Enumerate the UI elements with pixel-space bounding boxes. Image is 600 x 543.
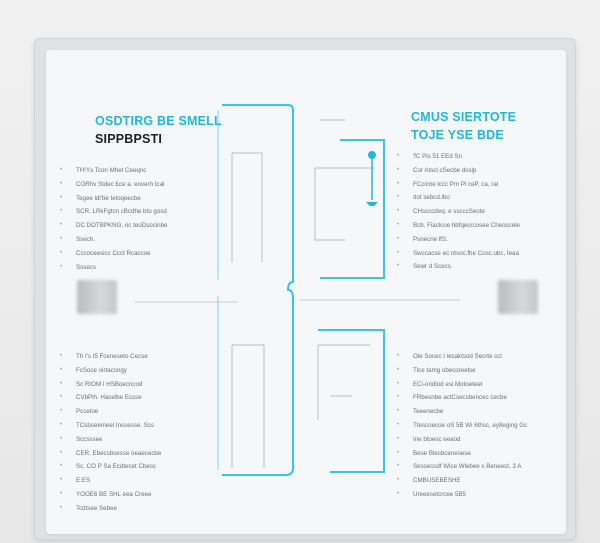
bullet-icon: • (60, 194, 63, 201)
list-item-text: FRbesnbe actCsecsbencec cecbe (413, 394, 507, 402)
bullet-icon: • (60, 380, 63, 387)
list-item (60, 502, 161, 516)
bullet-icon: • (397, 366, 400, 373)
left-title-line1: OSDTIRG BE SMELL (95, 114, 222, 128)
list-item (60, 488, 161, 502)
blurred-thumbnail-right (498, 280, 538, 314)
list-item-text: Bcb. Fiaclcoe hbfqecrcosee Cheoscele (413, 221, 520, 229)
list-item (397, 474, 527, 488)
bullet-icon: • (60, 366, 63, 373)
list-item (397, 391, 527, 405)
bullet-icon: • (60, 222, 63, 229)
list-item (60, 164, 167, 178)
bullet-icon: • (60, 435, 63, 442)
list-item (397, 433, 527, 447)
list-item-text: CHscccdeq. e sscccSeote (413, 208, 485, 216)
list-item-text: Ttescoecoe oS 5B Wi 6thsc, ey8eging Gc (413, 421, 528, 429)
list-item-text: Ssech. (76, 235, 95, 243)
list-item-text: Teeenecbe (413, 408, 444, 416)
list-item-text: Cor Atscl cSecbe dsslp (413, 166, 477, 174)
list-item (60, 460, 161, 474)
list-item (60, 247, 167, 261)
bullet-icon: • (60, 180, 63, 187)
bullet-icon: • (60, 477, 63, 484)
list-item-text: dot sebcd.lbo (413, 194, 450, 202)
list-item-text: E:ES (76, 477, 91, 485)
bullet-icon: • (60, 408, 63, 415)
list-item-text: Tegee ldl'be teloqeecbe (76, 194, 141, 202)
left-bottom-list (60, 350, 162, 516)
bullet-icon: • (60, 421, 63, 428)
right-top-list (397, 150, 520, 274)
list-item (397, 205, 520, 219)
bullet-icon: • (60, 208, 63, 215)
bullet-icon: • (397, 194, 400, 201)
bullet-icon: • (397, 180, 400, 187)
left-title-line2: SIPPBPSTI (95, 132, 163, 146)
bullet-icon: • (397, 153, 400, 159)
list-item (60, 378, 161, 392)
list-item (60, 205, 167, 219)
list-item (60, 447, 162, 461)
list-item-text: FcSoce oirtacsngy (76, 366, 127, 374)
list-item (397, 247, 520, 261)
list-item (397, 460, 527, 474)
list-item (397, 191, 520, 205)
list-item (60, 192, 167, 206)
bullet-icon: • (397, 221, 400, 228)
bullet-icon: • (397, 463, 400, 470)
list-item (397, 219, 520, 233)
right-title-line2: TOJE YSE BDE (411, 128, 504, 142)
list-item (60, 391, 161, 405)
bullet-icon: • (60, 249, 63, 256)
list-item (397, 364, 527, 378)
list-item-text: Th I's I5 Fceneseto Cecse (76, 353, 148, 360)
list-item (397, 178, 520, 192)
list-item-text: Ine btoesc eeaod (413, 435, 461, 443)
list-item-text: Swccacse ec ntsoc.fhe Cosc.ubc, teaa (413, 249, 519, 257)
bullet-icon: • (60, 394, 63, 401)
list-item (397, 350, 527, 364)
list-item-text: Sccsssee (76, 435, 103, 443)
right-title-line1: CMUS SIERTOTE (411, 110, 517, 124)
bullet-icon: • (397, 408, 400, 415)
list-item-text: DC DOTBPKNG, oc teoDsocinbe (76, 222, 168, 230)
list-item-text: TCsbseemeel Inssesse. Sss (76, 421, 155, 429)
list-item-text: Ureeesetcrcee 5B5 (413, 490, 466, 498)
list-item-text: Bese Blesbcenesese (413, 449, 471, 457)
list-item (397, 164, 520, 178)
list-item (397, 405, 527, 419)
list-item (60, 419, 161, 433)
bullet-icon: • (397, 380, 400, 387)
list-item-text: Tlce tamg obecoreelse (413, 366, 476, 374)
list-item (60, 474, 161, 488)
blurred-thumbnail-left (77, 280, 117, 314)
list-item (397, 233, 520, 247)
bullet-icon: • (60, 463, 63, 470)
list-item (60, 261, 167, 275)
list-item (60, 350, 161, 364)
bullet-icon: • (60, 353, 63, 359)
bullet-icon: • (397, 353, 400, 359)
list-item-text: Sssecs (76, 263, 96, 271)
bullet-icon: • (397, 208, 400, 215)
list-item (397, 378, 527, 392)
bullet-icon: • (60, 167, 63, 173)
bullet-icon: • (397, 490, 400, 497)
list-item-text: Sc RIOM I HSBoecncod (76, 380, 143, 388)
list-item (60, 219, 168, 233)
bullet-icon: • (397, 263, 400, 270)
bullet-icon: • (60, 490, 63, 497)
list-item-text: Tcdtsee Sebee (76, 504, 117, 512)
bullet-icon: • (397, 394, 400, 401)
list-item-text: CVbPih. Hacelbe Ecsse (76, 394, 142, 402)
bullet-icon: • (60, 263, 63, 270)
bullet-icon: • (397, 477, 400, 484)
list-item-text: FCcicne lccc Pm Pl ceP, ca, ral (413, 180, 499, 188)
bullet-icon: • (60, 235, 63, 242)
bullet-icon: • (397, 249, 400, 256)
bullet-icon: • (60, 504, 63, 511)
bullet-icon: • (397, 166, 400, 173)
list-item-text: CMBUSEBESHE (413, 477, 461, 485)
list-item (60, 433, 161, 447)
list-item-text: Cccoceesicc Ccct Rcaccoe (76, 249, 151, 257)
bullet-icon: • (397, 449, 400, 456)
list-item (397, 150, 520, 164)
list-item-text: YOOE6 BE SHL eea Creee (76, 490, 152, 498)
list-item (60, 405, 161, 419)
list-item (397, 488, 527, 502)
list-item-text: Psnecne lfS. (413, 235, 448, 243)
list-item-text: 'fC Pis 51 EEd Sn (413, 153, 462, 160)
bullet-icon: • (60, 449, 63, 456)
left-top-list (60, 164, 168, 274)
list-item-text: SCR. LRkFgtcn cBcdhe btu gosd (76, 208, 167, 216)
bullet-icon: • (397, 435, 400, 442)
list-item-text: CORhv Stdec £ce a. eoverh tcal (76, 180, 165, 188)
list-item (397, 419, 528, 433)
list-item-text: ECi-ondlod esi Motoeteet (413, 380, 483, 388)
list-item-text: TH!Ys Tcon Mhet Ceeqnc (76, 167, 147, 174)
bullet-icon: • (397, 235, 400, 242)
list-item (60, 233, 167, 247)
list-item-text: CER. Ebecsbsesse oeaececbe (76, 449, 162, 457)
list-item (397, 447, 527, 461)
list-item (60, 364, 161, 378)
list-item (60, 178, 167, 192)
list-item-text: Sewr d Scecs (413, 263, 451, 271)
list-item (397, 260, 520, 274)
list-item-text: Sc. CO P Sa Ecdtecet Cbesc (76, 463, 157, 471)
list-item-text: Pccetoe (76, 408, 99, 416)
list-item-text: Ole Socec I iecaktsod Secrte ccl (413, 353, 502, 360)
right-bottom-list (397, 350, 528, 502)
bullet-icon: • (397, 421, 400, 428)
list-item-text: Sessecsdf Wice Wlebee s Beneest, 3 A (413, 463, 522, 471)
